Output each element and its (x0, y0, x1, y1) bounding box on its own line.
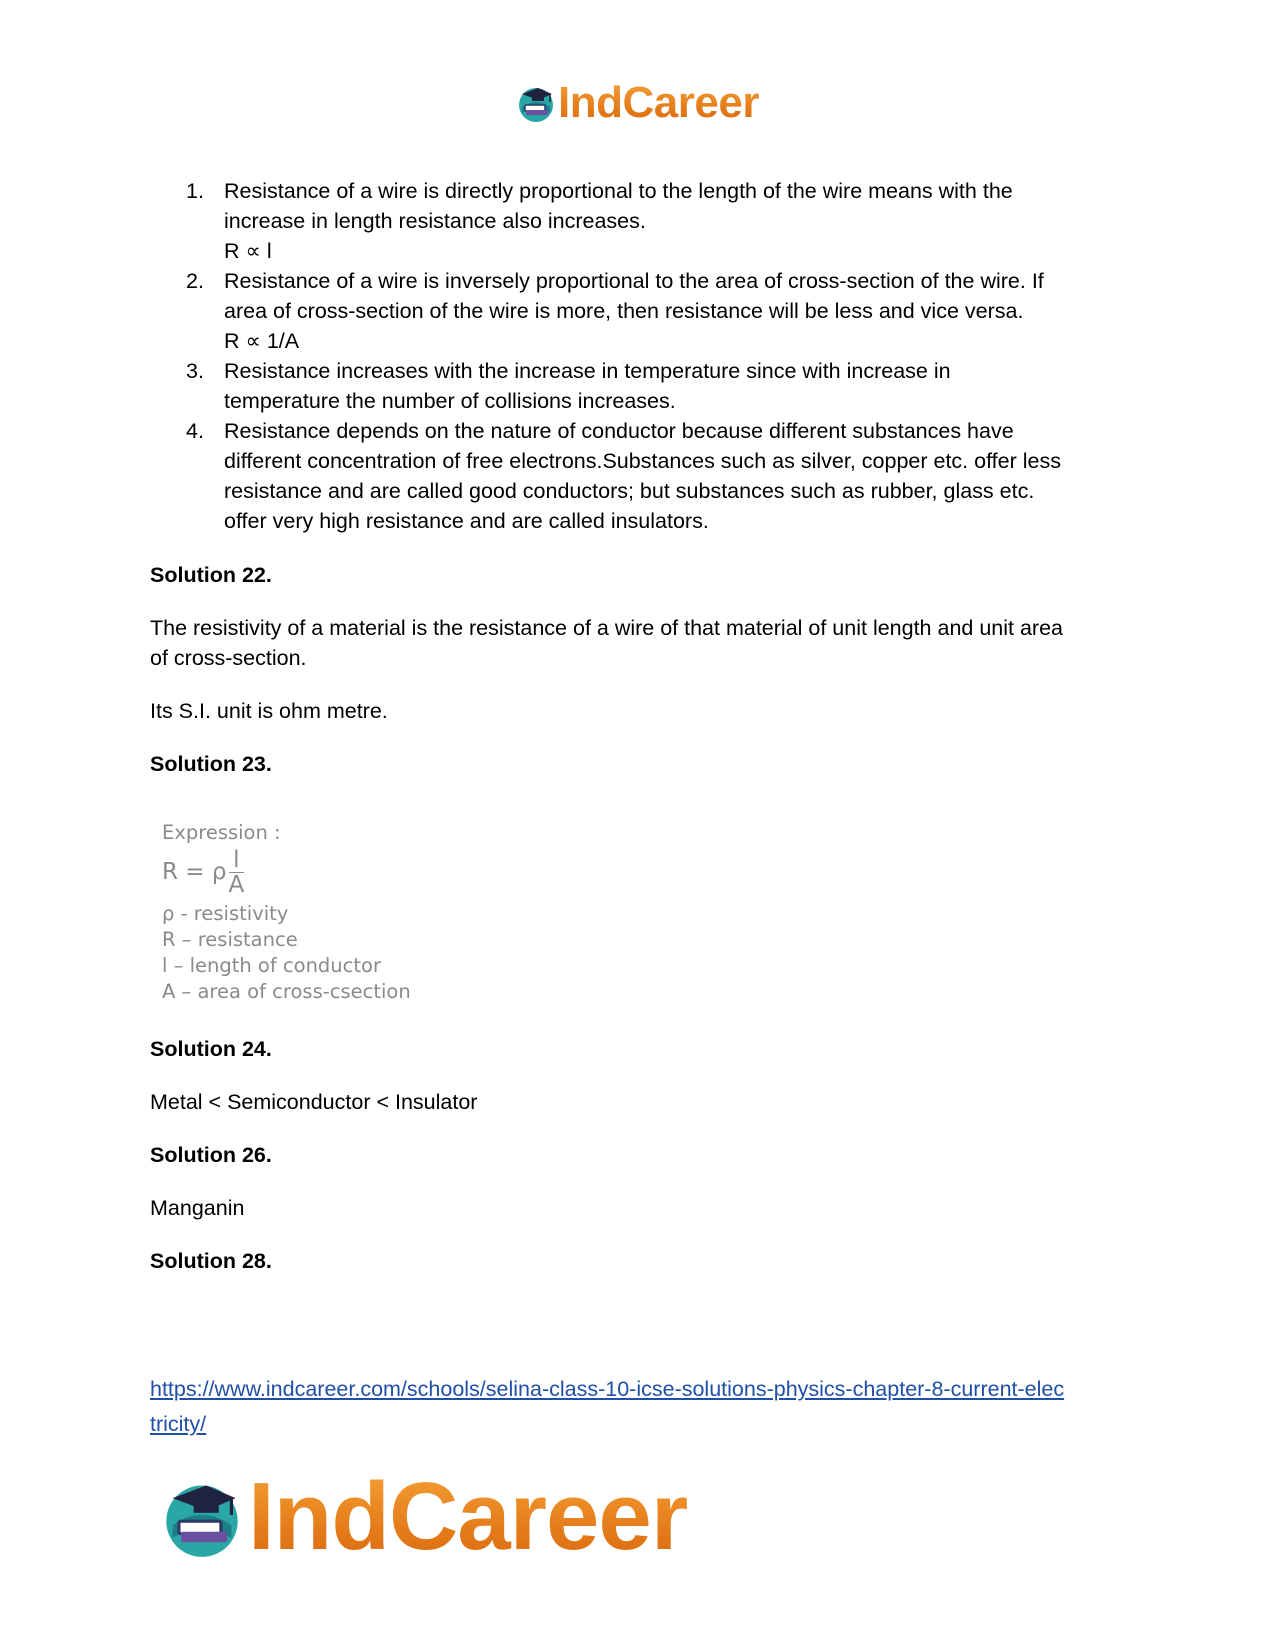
list-line: increase in length resistance also increases. (224, 209, 646, 233)
list-number: 3. (186, 359, 204, 383)
solution-24-text: Metal < Semiconductor < Insulator (150, 1090, 478, 1114)
formula-fraction (228, 848, 244, 897)
list-item (150, 176, 1130, 266)
list-line: resistance and are called good conductors; but substances such as rubber, glass etc. (224, 479, 1035, 503)
paragraph-line: of cross-section. (150, 646, 307, 670)
list-number: 2. (186, 269, 204, 293)
brand-wordmark: IndCareer (248, 1463, 688, 1570)
list-number: 1. (186, 179, 204, 203)
url-line: tricity/ (150, 1412, 207, 1436)
list-line: offer very high resistance and are called insulators. (224, 509, 709, 533)
formula-lhs: R = ρ (162, 859, 227, 885)
list-line: temperature the number of collisions increases. (224, 389, 676, 413)
list-number: 4. (186, 419, 204, 443)
footer-logo (160, 1462, 687, 1572)
definition-line: R – resistance (162, 928, 298, 951)
solution-26-text: Manganin (150, 1196, 245, 1220)
list-text (224, 176, 1130, 266)
url-line: https://www.indcareer.com/schools/selina-class-10-icse-solutions-physics-chapter-8-current-elec (150, 1377, 1065, 1401)
expression-label: Expression : (162, 821, 281, 844)
solution-28-heading: Solution 28. (150, 1249, 272, 1273)
solution-23-heading: Solution 23. (150, 752, 272, 776)
graduate-globe-icon (516, 83, 556, 123)
document-body (150, 176, 1130, 1276)
solution-26-heading: Solution 26. (150, 1143, 272, 1167)
source-url-link[interactable] (150, 1372, 1140, 1442)
list-line: Resistance of a wire is directly proportional to the length of the wire means with the (224, 179, 1013, 203)
list-text (224, 356, 1130, 416)
formula-line: R ∝ 1/A (224, 329, 300, 353)
definition-line: A – area of cross-csection (162, 980, 411, 1003)
list-item (150, 416, 1130, 536)
brand-wordmark: IndCareer (558, 78, 759, 127)
list-line: Resistance increases with the increase in temperature since with increase in (224, 359, 951, 383)
header-logo (0, 78, 1275, 128)
list-text (224, 266, 1130, 356)
list-line: area of cross-section of the wire is more, then resistance will be less and vice versa. (224, 299, 1024, 323)
si-unit-text: Its S.I. unit is ohm metre. (150, 699, 388, 723)
solution-22-paragraph (150, 613, 1130, 673)
paragraph-line: The resistivity of a material is the resistance of a wire of that material of unit length and unit area (150, 616, 1064, 640)
list-text (224, 416, 1130, 536)
definition-line: l – length of conductor (162, 954, 381, 977)
list-line: different concentration of free electrons.Substances such as silver, copper etc. offer less (224, 449, 1061, 473)
resistance-formula (162, 848, 411, 897)
definition-line: ρ - resistivity (162, 902, 289, 925)
resistance-factors-list (150, 176, 1130, 536)
formula-line: R ∝ l (224, 239, 272, 263)
resistance-expression-figure (162, 820, 411, 1005)
list-line: Resistance of a wire is inversely proportional to the area of cross-section of the wire. If (224, 269, 1044, 293)
solution-24-heading: Solution 24. (150, 1037, 272, 1061)
list-line: Resistance depends on the nature of conductor because different substances have (224, 419, 1014, 443)
list-item (150, 266, 1130, 356)
fraction-numerator: l (229, 848, 243, 873)
graduate-globe-icon (160, 1475, 244, 1559)
list-item (150, 356, 1130, 416)
solution-22-heading: Solution 22. (150, 563, 272, 587)
fraction-denominator: A (228, 872, 245, 898)
